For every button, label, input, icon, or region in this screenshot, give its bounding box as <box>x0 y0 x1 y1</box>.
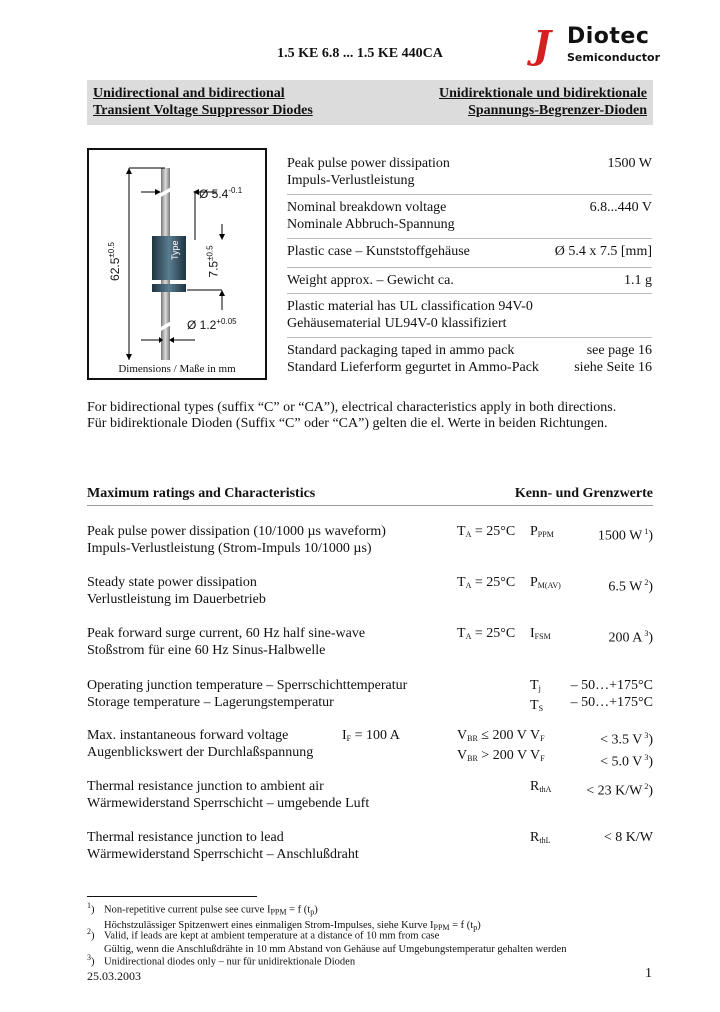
logo-name: Diotec <box>567 24 650 49</box>
rating-symbol: $R_{thA}$ <box>530 779 552 794</box>
heading-en-2: Transient Voltage Suppressor Diodes <box>93 103 313 118</box>
rating-condition: $T_A = 25^\circ C$ <box>457 524 516 539</box>
diotec-logo <box>533 22 660 68</box>
spec-label-de: Nominale Abbruch-Spannung <box>287 217 455 232</box>
spec-label-de: Gehäusematerial UL94V-0 klassifiziert <box>287 316 507 331</box>
rating-label-de: Wärmewiderstand Sperrschicht – Anschlußdraht <box>87 847 359 862</box>
spec-label-de: Impuls-Verlustleistung <box>287 173 415 188</box>
spec-divider <box>287 238 652 239</box>
spec-row <box>287 272 652 289</box>
spec-divider <box>287 267 652 268</box>
spec-divider <box>287 293 652 294</box>
rating-symbol: $T_j$ $T_S$ <box>530 678 544 713</box>
spec-row <box>287 298 652 332</box>
heading-en-1: Unidirectional and bidirectional <box>93 86 285 101</box>
spec-label: Weight approx. – Gewicht ca. <box>287 273 454 288</box>
rating-symbol: $V_F$ $V_F$ <box>530 728 545 763</box>
note-de: Für bidirektionale Dioden (Suffix “C” oder “CA”) gelten die el. Werte in beiden Richtungen. <box>87 416 608 431</box>
length-label: $62.5^{\pm 0.5}$ <box>106 242 122 281</box>
rating-condition: $T_A = 25^\circ C$ <box>457 575 516 590</box>
rating-value: 6.5 W $^2$) <box>608 578 653 595</box>
rating-row <box>87 625 653 659</box>
rating-value: < 8 K/W <box>603 830 653 845</box>
spec-value: Ø 5.4 x 7.5 [mm] <box>554 244 652 259</box>
rating-row <box>87 778 653 812</box>
spec-row <box>287 243 652 260</box>
rating-label-de: Augenblickswert der Durchlaßspannung <box>87 745 314 760</box>
rating-label: Peak pulse power dissipation (10/1000 µs waveform) <box>87 524 386 539</box>
heading-de-1: Unidirektionale und bidirektionale <box>439 86 647 101</box>
spec-row <box>287 199 652 233</box>
section-heading <box>87 486 653 506</box>
rating-symbol: $I_{FSM}$ <box>530 626 551 641</box>
section-heading-de: Kenn- und Grenzwerte <box>514 486 653 501</box>
heading-band <box>87 80 653 125</box>
logo-subtitle: Semiconductor <box>567 51 660 64</box>
spec-label: Plastic material has UL classification 94V-0 <box>287 299 533 314</box>
rating-row <box>87 829 653 863</box>
rating-value: 1500 W $^1$) <box>597 527 653 544</box>
rating-row <box>87 574 653 608</box>
footnote: $^1$) Non-repetitive current pulse see curve $I_{PPM} = f$ $(t_p)$ Höchstzulässiger Spitzenwert eines einmaligen Strom-Impulses, siehe Kurve $I_{PPM} = f$ $(t_p)$ <box>87 901 481 932</box>
rating-row <box>87 677 653 711</box>
spec-row <box>287 342 652 376</box>
rating-label: Max. instantaneous forward voltage <box>87 728 289 743</box>
rating-symbol: $P_{M(AV)}$ <box>530 575 561 590</box>
rating-precondition: $I_F = 100$ A <box>342 728 400 743</box>
rating-label: Operating junction temperature – Sperrschichttemperatur <box>87 678 408 693</box>
spec-divider <box>287 337 652 338</box>
note-en: For bidirectional types (suffix “C” or “CA”), electrical characteristics apply in both directions. <box>87 400 617 415</box>
spec-value: 6.8...440 V <box>589 200 652 215</box>
section-heading-en: Maximum ratings and Characteristics <box>87 486 316 501</box>
rating-row <box>87 727 653 770</box>
rating-row <box>87 523 653 557</box>
spec-label: Standard packaging taped in ammo pack <box>287 343 515 358</box>
rating-value: – 50…+175°C – 50…+175°C <box>570 678 653 710</box>
spec-value: 1.1 g <box>624 273 652 288</box>
spec-label-de: Standard Lieferform gegurtet in Ammo-Pack <box>287 360 539 375</box>
page-number: 1 <box>645 966 652 981</box>
spec-label: Nominal breakdown voltage <box>287 200 447 215</box>
spec-value: see page 16 <box>586 343 652 358</box>
rating-label-de: Stoßstrom für eine 60 Hz Sinus-Halbwelle <box>87 643 326 658</box>
footer-date: 25.03.2003 <box>87 969 141 983</box>
document-title: 1.5 KE 6.8 ... 1.5 KE 440CA <box>277 46 443 61</box>
rating-value: < 3.5 V $^3$) < 5.0 V $^3$) <box>600 731 653 770</box>
lead-diameter-label: Ø $1.2^{+0.05}$ <box>187 317 237 332</box>
spec-label: Plastic case – Kunststoffgehäuse <box>287 244 470 259</box>
rating-label-de: Verlustleistung im Dauerbetrieb <box>87 592 266 607</box>
body-diameter-label: Ø $5.4^{-0.1}$ <box>199 186 243 201</box>
rating-label: Thermal resistance junction to ambient air <box>87 779 324 794</box>
spec-divider <box>287 194 652 195</box>
spec-row <box>287 155 652 189</box>
spec-label: Peak pulse power dissipation <box>287 156 450 171</box>
spec-value-de: siehe Seite 16 <box>574 360 652 375</box>
rating-label: Steady state power dissipation <box>87 575 257 590</box>
rating-symbol: $R_{thL}$ <box>530 830 551 845</box>
logo-mark-icon: J <box>533 22 551 67</box>
rating-condition: $V_{BR} \le 200$ V $V_{BR} > 200$ V <box>457 728 528 763</box>
rating-label-de: Storage temperature – Lagerungstemperatur <box>87 695 334 710</box>
rating-symbol: $P_{PPM}$ <box>530 524 554 539</box>
spec-value: 1500 W <box>607 156 652 171</box>
footnote-divider <box>87 896 257 897</box>
rating-condition: $T_A = 25^\circ C$ <box>457 626 516 641</box>
rating-value: < 23 K/W $^2$) <box>586 782 653 799</box>
rating-value: 200 A $^3$) <box>608 629 653 646</box>
heading-de-2: Spannungs-Begrenzer-Dioden <box>468 103 647 118</box>
body-length-label: $7.5^{\pm 0.5}$ <box>205 245 221 278</box>
dimension-diagram <box>87 148 267 380</box>
diagram-caption: Dimensions / Maße in mm <box>118 363 236 375</box>
rating-label: Thermal resistance junction to lead <box>87 830 284 845</box>
rating-label: Peak forward surge current, 60 Hz half sine-wave <box>87 626 366 641</box>
rating-label-de: Impuls-Verlustleistung (Strom-Impuls 10/1000 µs) <box>87 541 372 556</box>
rating-label-de: Wärmewiderstand Sperrschicht – umgebende Luft <box>87 796 370 811</box>
footnote: $^2$) Valid, if leads are kept at ambient temperature at a distance of 10 mm from case Gültig, wenn die Anschlußdrähte in 10 mm Abstand von Gehäuse auf Umgebungstemperatur gehalten werden <box>87 927 567 955</box>
svg-text:Type: Type <box>170 240 180 260</box>
footnote: $^3$) Unidirectional diodes only – nur für unidirektionale Dioden <box>87 953 356 968</box>
